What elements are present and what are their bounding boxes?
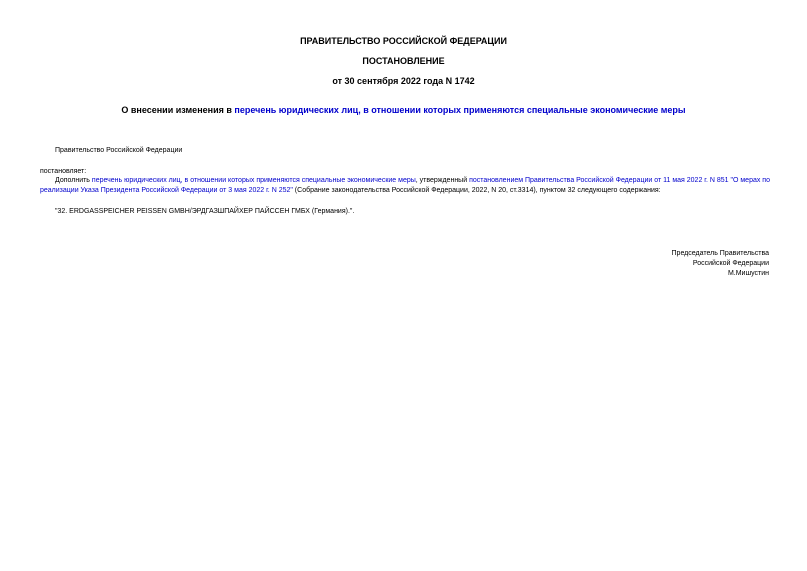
paragraph-start: Дополнить xyxy=(55,177,92,184)
document-type-heading: ПОСТАНОВЛЕНИЕ xyxy=(362,56,445,66)
item-32-text: "32. ERDGASSPEICHER PEISSEN GMBH/ЭРДГАЗШПАЙХЕР ПАЙССЕН ГМБХ (Германия).". xyxy=(55,208,355,215)
signature-country: Российской Федерации xyxy=(692,260,769,267)
document-date-number: от 30 сентября 2022 года N 1742 xyxy=(332,76,475,86)
signature-name: М.Мишустин xyxy=(727,270,769,277)
government-line: Правительство Российской Федерации xyxy=(55,147,183,154)
main-paragraph xyxy=(40,176,774,196)
paragraph-link-decree[interactable]: постановлением Правительства Российской Федерации от 11 мая 2022 г. N 851 "О мерах по реализации Указа Президента Российской Федерации от 3 мая 2022 г. N 252" xyxy=(40,177,770,194)
decrees-line: постановляет: xyxy=(40,168,87,175)
subject-link[interactable]: перечень юридических лиц, в отношении которых применяются специальные экономические меры xyxy=(234,105,686,115)
document-org-heading: ПРАВИТЕЛЬСТВО РОССИЙСКОЙ ФЕДЕРАЦИИ xyxy=(300,36,507,46)
document-subject xyxy=(0,105,807,116)
subject-prefix: О внесении изменения в xyxy=(121,105,235,115)
paragraph-end: (Собрание законодательства Российской Федерации, 2022, N 20, ст.3314), пунктом 32 следующего содержания: xyxy=(292,187,661,194)
paragraph-middle: , утвержденный xyxy=(415,177,470,184)
signature-title: Председатель Правительства xyxy=(671,250,769,257)
paragraph-link-list[interactable]: перечень юридических лиц, в отношении которых применяются специальные экономические меры xyxy=(91,177,416,184)
